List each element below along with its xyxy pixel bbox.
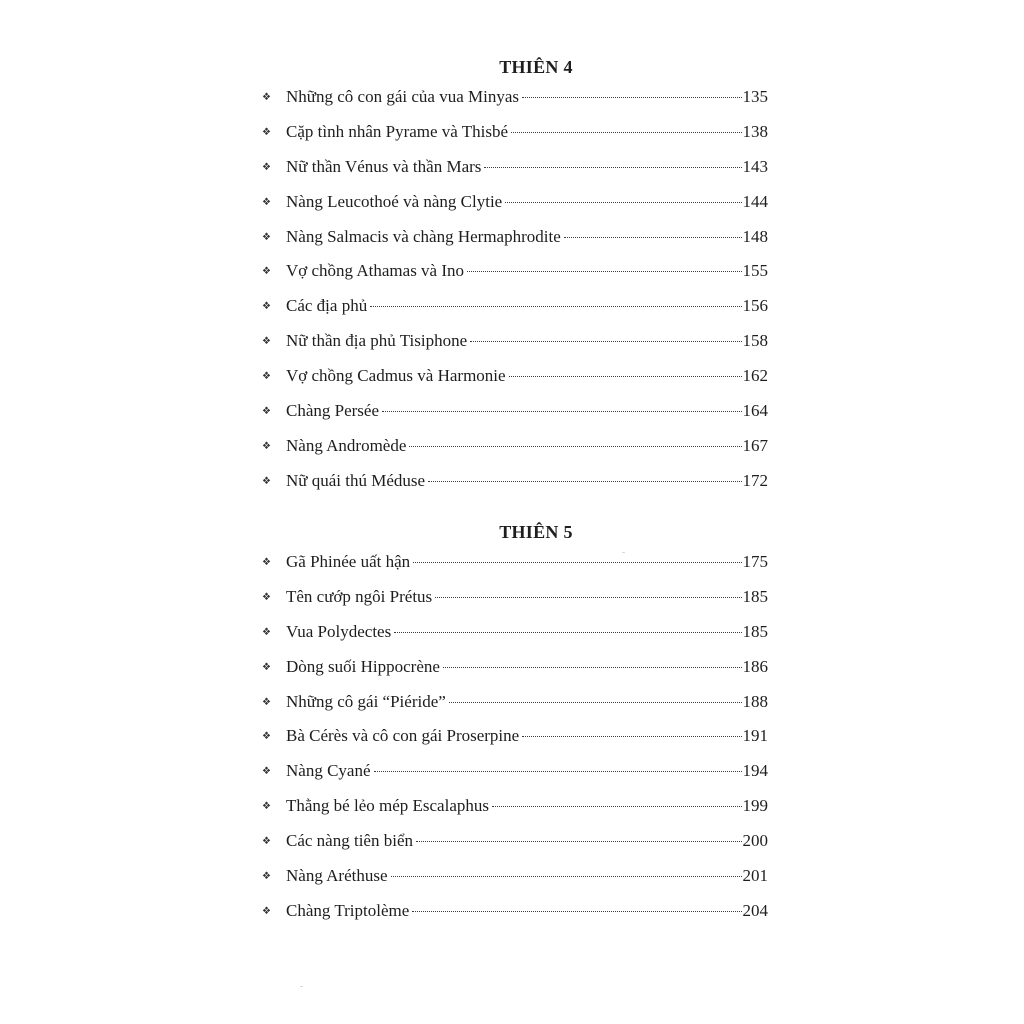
toc-entry	[262, 622, 768, 657]
toc-entry-page-number: 162	[742, 366, 768, 386]
diamond-bullet-icon: ❖	[262, 871, 271, 883]
dot-leader	[484, 167, 741, 168]
toc-entry-title: Vợ chồng Athamas và Ino	[286, 261, 465, 281]
toc-entry-page-number: 155	[742, 261, 768, 281]
dot-leader	[443, 667, 742, 668]
toc-entry	[262, 692, 768, 727]
toc-entry-page-number: 188	[742, 691, 768, 711]
diamond-bullet-icon: ❖	[262, 591, 271, 603]
diamond-bullet-icon: ❖	[262, 731, 271, 743]
toc-entry-page-number: 186	[742, 656, 768, 676]
diamond-bullet-icon: ❖	[262, 406, 271, 418]
diamond-bullet-icon: ❖	[262, 161, 271, 173]
toc-entry-list	[262, 552, 768, 936]
toc-entry	[262, 261, 768, 296]
diamond-bullet-icon: ❖	[262, 836, 271, 848]
diamond-bullet-icon: ❖	[262, 801, 271, 813]
section-heading: THIÊN 5	[499, 522, 573, 542]
toc-entry	[262, 366, 768, 401]
dot-leader	[382, 411, 741, 412]
diamond-bullet-icon: ❖	[262, 440, 271, 452]
diamond-bullet-icon: ❖	[262, 92, 271, 103]
dot-leader	[449, 702, 742, 703]
toc-entry-page-number: 200	[742, 831, 768, 851]
toc-entry-list	[262, 87, 768, 506]
toc-entry-page-number: 194	[742, 761, 768, 781]
dot-leader	[409, 446, 741, 447]
paper-speck	[622, 552, 625, 553]
toc-entry	[262, 192, 768, 227]
toc-entry-title: Chàng Persée	[286, 401, 380, 421]
toc-entry	[262, 401, 768, 436]
dot-leader	[412, 911, 741, 912]
toc-entry-title: Vua Polydectes	[286, 621, 392, 641]
toc-entry-title: Nữ thần Vénus và thần Mars	[286, 156, 482, 176]
toc-entry-title: Chàng Triptolème	[286, 900, 410, 920]
toc-entry	[262, 227, 768, 262]
section-heading: THIÊN 4	[499, 57, 573, 77]
dot-leader	[492, 806, 742, 807]
toc-entry-page-number: 164	[742, 401, 768, 421]
toc-entry	[262, 87, 768, 122]
dot-leader	[522, 736, 741, 737]
toc-entry	[262, 157, 768, 192]
dot-leader	[435, 597, 741, 598]
toc-entry-page-number: 135	[742, 87, 768, 106]
toc-entry-title: Vợ chồng Cadmus và Harmonie	[286, 366, 506, 386]
toc-entry-title: Tên cướp ngôi Prétus	[286, 586, 433, 606]
diamond-bullet-icon: ❖	[262, 905, 271, 917]
toc-entry-title: Những cô con gái của vua Minyas	[286, 87, 519, 106]
toc-entry	[262, 761, 768, 796]
toc-entry-title: Thằng bé lẻo mép Escalaphus	[286, 796, 489, 816]
toc-entry-title: Các nàng tiên biển	[286, 831, 413, 851]
toc-entry	[262, 552, 768, 587]
dot-leader	[416, 841, 742, 842]
toc-entry	[262, 796, 768, 831]
toc-entry-page-number: 172	[742, 470, 768, 490]
diamond-bullet-icon: ❖	[262, 626, 271, 638]
diamond-bullet-icon: ❖	[262, 766, 271, 778]
diamond-bullet-icon: ❖	[262, 475, 271, 487]
dot-leader	[428, 481, 741, 482]
toc-entry-title: Nàng Leucothoé và nàng Clytie	[286, 191, 503, 211]
toc-entry	[262, 296, 768, 331]
diamond-bullet-icon: ❖	[262, 336, 271, 348]
dot-leader	[374, 771, 742, 772]
dot-leader	[505, 202, 741, 203]
diamond-bullet-icon: ❖	[262, 696, 271, 708]
toc-entry-page-number: 201	[742, 866, 768, 886]
toc-entry-title: Bà Cérès và cô con gái Proserpine	[286, 726, 520, 746]
toc-entry	[262, 436, 768, 471]
toc-entry-title: Gã Phinée uất hận	[286, 552, 411, 571]
toc-entry-title: Nàng Cyané	[286, 761, 371, 781]
dot-leader	[467, 271, 741, 272]
toc-entry-title: Cặp tình nhân Pyrame và Thisbé	[286, 121, 509, 141]
diamond-bullet-icon: ❖	[262, 231, 271, 243]
toc-entry-page-number: 191	[742, 726, 768, 746]
diamond-bullet-icon: ❖	[262, 557, 271, 568]
toc-entry	[262, 122, 768, 157]
toc-entry	[262, 831, 768, 866]
toc-entry	[262, 587, 768, 622]
toc-entry-page-number: 204	[742, 900, 768, 920]
toc-entry-page-number: 185	[742, 586, 768, 606]
toc-entry-page-number: 199	[742, 796, 768, 816]
toc-entry	[262, 471, 768, 506]
dot-leader	[522, 97, 742, 98]
toc-entry	[262, 726, 768, 761]
dot-leader	[413, 562, 741, 563]
toc-entry-page-number: 143	[742, 156, 768, 176]
dot-leader	[564, 237, 742, 238]
dot-leader	[370, 306, 741, 307]
toc-entry-page-number: 185	[742, 621, 768, 641]
toc-section	[262, 53, 768, 506]
toc-entry	[262, 866, 768, 901]
toc-entry-title: Các địa phủ	[286, 296, 368, 316]
toc-entry-page-number: 144	[742, 191, 768, 211]
dot-leader	[511, 132, 741, 133]
paper-speck	[300, 986, 303, 987]
toc-entry	[262, 657, 768, 692]
dot-leader	[509, 376, 742, 377]
toc-entry-page-number: 148	[742, 226, 768, 246]
toc-entry	[262, 331, 768, 366]
toc-entry-page-number: 167	[742, 435, 768, 455]
toc-entry-title: Những cô gái “Piéride”	[286, 691, 446, 711]
toc-entry	[262, 901, 768, 936]
toc-entry-title: Nữ quái thú Méduse	[286, 470, 426, 490]
toc-entry-page-number: 175	[742, 552, 768, 571]
diamond-bullet-icon: ❖	[262, 196, 271, 208]
toc-entry-title: Nàng Aréthuse	[286, 866, 388, 886]
toc-section	[262, 518, 768, 936]
diamond-bullet-icon: ❖	[262, 126, 271, 138]
toc-entry-title: Nàng Salmacis và chàng Hermaphrodite	[286, 226, 561, 246]
diamond-bullet-icon: ❖	[262, 661, 271, 673]
toc-entry-title: Nàng Andromède	[286, 435, 407, 455]
toc-entry-page-number: 158	[742, 331, 768, 351]
diamond-bullet-icon: ❖	[262, 371, 271, 383]
toc-entry-title: Dòng suối Hippocrène	[286, 656, 440, 676]
diamond-bullet-icon: ❖	[262, 301, 271, 313]
toc-entry-page-number: 138	[742, 121, 768, 141]
toc-entry-title: Nữ thần địa phủ Tisiphone	[286, 331, 468, 351]
dot-leader	[470, 341, 741, 342]
dot-leader	[391, 876, 742, 877]
diamond-bullet-icon: ❖	[262, 266, 271, 278]
dot-leader	[394, 632, 741, 633]
toc-entry-page-number: 156	[742, 296, 768, 316]
